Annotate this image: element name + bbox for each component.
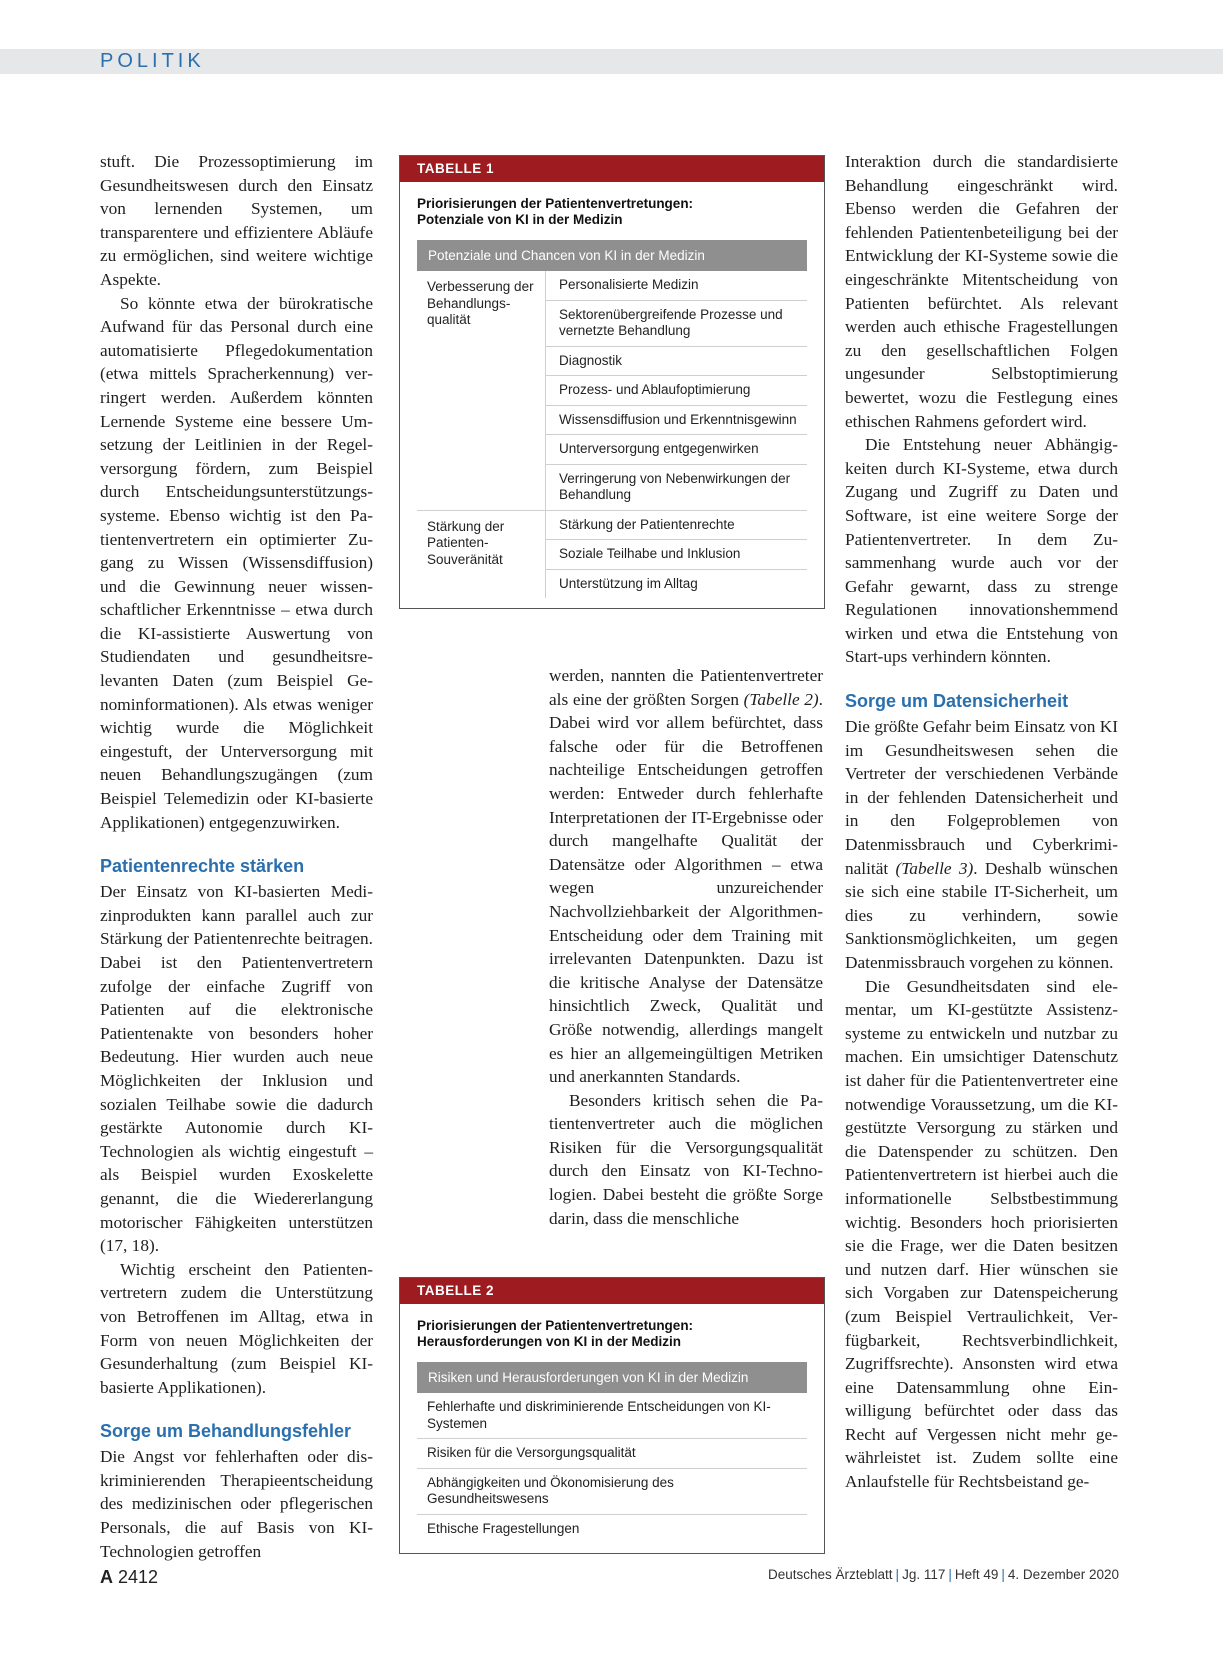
page-number-value: 2412 xyxy=(118,1567,159,1587)
table-row: Risiken für die Versorgungsqualität xyxy=(417,1439,807,1469)
table-cell: Stärkung der Patientenrechte xyxy=(546,511,807,541)
paragraph: Die Angst vor fehlerhaften oder diskriminierenden Therapieentscheidung des medizinischen oder pflegerischen Personals, die auf Basis von KI-Technologien getroffen xyxy=(100,1447,373,1561)
page-prefix: A xyxy=(100,1567,113,1587)
table-title-line: Priorisierungen der Patientenvertretungen: xyxy=(417,196,694,211)
text-run: . Deshalb wünschen sie sich eine stabile IT-Sicherheit, um dies zu verhindern, sowie Sanktionsmöglichkeiten, um gegen Datenmissbrauch vorgehen zu können. xyxy=(845,858,1118,972)
paragraph: Interaktion durch die standardisierte Behandlung eingeschränkt wird. Ebenso werden die Gefahren der fehlenden Patientenbeteiligung bei der Entwicklung der KI-Systeme sowie die eingeschränkte Mitentscheidung von Patienten befürchtet. Als relevant werden auch ethische Fragestellungen zu den gesellschaftlichen Folgen ungesunder Selbstoptimierung bewertet, wozu die Festlegung eines ethischen Rahmens gefordert wird. xyxy=(845,152,1118,431)
table-group xyxy=(417,271,807,511)
subheading-patientenrechte: Patientenrechte stärken xyxy=(100,856,305,877)
table-body xyxy=(417,271,807,598)
separator: | xyxy=(1001,1567,1005,1582)
table-cell: Wissensdiffusion und Erkenntnisgewinn xyxy=(546,406,807,436)
subheading-behandlungsfehler: Sorge um Behandlungsfehler xyxy=(100,1421,352,1442)
journal-volume: Jg. 117 xyxy=(902,1567,946,1582)
table-cell: Unterstützung im Alltag xyxy=(559,575,698,591)
section-label: POLITIK xyxy=(100,50,205,72)
page-number xyxy=(100,1567,158,1588)
journal-date: 4. Dezember 2020 xyxy=(1007,1567,1119,1582)
paragraph xyxy=(549,664,823,1089)
table-2 xyxy=(399,1277,825,1554)
column-left xyxy=(100,150,373,1563)
table-row: Ethische Fragestellungen xyxy=(427,1520,580,1536)
table-cell: Diagnostik xyxy=(546,347,807,377)
subheading-datensicherheit: Sorge um Datensicherheit xyxy=(845,691,1069,712)
table-label: TABELLE 2 xyxy=(400,1278,824,1304)
table-title xyxy=(400,182,824,240)
paragraph: Der Einsatz von KI-basierten Medizinprodukten kann parallel auch zur Stärkung der Patientenrechte beitragen. Dabei ist den Patientenvertretern zufolge der einfache Zugriff von Patienten auf die elektronische Patientenakte von besonders hoher Bedeutung. Hier wurden auch neue Möglichkeiten der Inklusion und sozialen Teilhabe sowie die dadurch gestärkte Autonomie durch KI-Technologien als wichtig eingestuft – als Beispiel wurden Exoskelette genannt, die die Wiedererlangung motorischer Fähigkeiten unterstützen (17, 18). xyxy=(100,882,373,1256)
table-cell: Unterversorgung entgegenwirken xyxy=(546,435,807,465)
table-header: Risiken und Herausforderungen von KI in der Medizin xyxy=(417,1362,807,1393)
group-items xyxy=(546,271,807,510)
table-title xyxy=(400,1304,824,1362)
column-middle xyxy=(549,664,823,1230)
table-row: Abhängigkeiten und Ökonomisierung des Gesundheitswesens xyxy=(417,1469,807,1515)
table-reference: (Tabelle 3) xyxy=(895,858,974,878)
journal-issue: Heft 49 xyxy=(954,1567,999,1582)
column-right xyxy=(845,150,1118,1494)
journal-info xyxy=(768,1567,1119,1582)
group-label: Verbesserung der Behandlungsqualität xyxy=(417,271,546,510)
table-1 xyxy=(399,155,825,609)
paragraph: Besonders kritisch sehen die Patientenvertreter auch die möglichen Risiken für die Versorgungsqualität durch den Einsatz von KI-Technologien. Dabei besteht die größte Sorge darin, dass die menschliche xyxy=(549,1090,823,1228)
paragraph: Die Entstehung neuer Abhängigkeiten durch KI-Systeme, etwa durch Zugang und Zugriff zu Daten und Software, ist eine weitere Sorge der Patientenvertreter. In dem Zusammenhang wurde auch vor der Gefahr gewarnt, dass zu strenge Regulationen innovationshemmend wirken und etwa die Entstehung von Start-ups verhindern könnten. xyxy=(845,435,1118,667)
group-label: Stärkung der Patienten-Souveränität xyxy=(417,511,546,599)
table-body xyxy=(417,1393,807,1543)
text-run: . Dabei wird vor allem befürchtet, dass falsche oder für die Betroffenen nachteilige Entscheidungen getroffen werden: Entweder durch fehlerhafte Interpretationen der IT-Ergebnisse oder durch mangelhafte Qualität der Datensätze oder Algorithmen – etwa wegen unzureichender Nachvollziehbarkeit der Algorithmen-Entscheidung oder dem Training mit irrelevanten Datenpunkten. Dazu ist die kritische Analyse der Datensätze hinsichtlich Zweck, Qualität und Größe notwendig, allerdings mangelt es hier an allgemeingültigen Metriken und anerkannten Standards. xyxy=(549,689,823,1087)
table-cell: Personalisierte Medizin xyxy=(546,271,807,301)
paragraph: So könnte etwa der bürokratische Aufwand für das Personal durch eine automatisierte Pflegedokumentation (etwa mittels Spracherkennung) verringert werden. Außerdem könnten Lernende Systeme eine bessere Umsetzung der Leitlinien in der Regelversorgung fördern, zum Beispiel durch Entscheidungsunterstützungssysteme. Ebenso wichtig ist den Patientenvertretern ein optimierter Zugang zu Wissen (Wissensdiffusion) und die Gewinnung neuer wissenschaftlicher Erkenntnisse – etwa durch die KI-assistierte Auswertung von Studiendaten und gesundheitsrelevanten Daten (zum Beispiel Genominformationen). Als etwas weniger wichtig wurde die Möglichkeit eingestuft, der Unterversorgung mit neuen Behandlungszugängen (zum Beispiel Telemedizin oder KI-basierte Applikationen) entgegenzuwirken. xyxy=(100,293,373,832)
table-title-line: Priorisierungen der Patientenvertretungen: xyxy=(417,1318,694,1333)
table-cell: Soziale Teilhabe und Inklusion xyxy=(546,540,807,570)
paragraph: stuft. Die Prozessoptimierung im Gesundheitswesen durch den Einsatz von lernenden Systemen, um transparentere und effizientere Abläufe zu ermöglichen, sind weitere wichtige Aspekte. xyxy=(100,152,373,289)
table-cell: Sektorenübergreifende Prozesse und vernetzte Behandlung xyxy=(546,301,807,347)
separator: | xyxy=(948,1567,952,1582)
paragraph: Wichtig erscheint den Patientenvertretern zudem die Unterstützung von Betroffenen im Alltag, etwa in Form von neuen Möglichkeiten der Gesunderhaltung (zum Beispiel KI-basierte Applikationen). xyxy=(100,1259,373,1397)
table-group xyxy=(417,511,807,599)
table-title-line: Potenziale von KI in der Medizin xyxy=(417,212,623,227)
table-header: Potenziale und Chancen von KI in der Medizin xyxy=(417,240,807,271)
table-label: TABELLE 1 xyxy=(400,156,824,182)
group-items xyxy=(546,511,807,599)
text-run: werden, nannten die Patientenvertreter als eine der größten Sorgen xyxy=(549,666,823,709)
table-row: Fehlerhafte und diskriminierende Entscheidungen von KI-Systemen xyxy=(417,1393,807,1439)
separator: | xyxy=(895,1567,900,1582)
table-cell: Prozess- und Ablaufoptimierung xyxy=(546,376,807,406)
table-cell: Verringerung von Nebenwirkungen der Behandlung xyxy=(559,470,791,502)
journal-name: Deutsches Ärzteblatt xyxy=(767,1567,893,1582)
paragraph: Die Gesundheitsdaten sind elementar, um KI-gestützte Assistenzsysteme zu entwickeln und nutzbar zu machen. Ein umsichtiger Datenschutz ist daher für die Patientenvertreter eine notwendige Voraussetzung, um die KI-gestützte Versorgung zu stärken und die Datenspender zu schützen. Den Patientenvertretern ist hierbei auch die informationelle Selbstbestimmung wichtig. Besonders hoch priorisierten sie die Frage, wer die Daten besitzen und nutzen darf. Hier wünschen sie sich Vorgaben zur Datenspeicherung (zum Beispiel Vertraulichkeit, Verfügbarkeit, Rechtsverbindlichkeit, Zugriffsrechte). Ansonsten wird etwa eine Datensammlung ohne Einwilligung befürchtet oder dass das Recht auf Vergessen nicht mehr gewährleistet ist. Zudem sollte eine Anlaufstelle für Rechtsbeistand ge- xyxy=(845,976,1118,1492)
text-run: Die größte Gefahr beim Einsatz von KI im Gesundheitswesen sehen die Vertreter der verschiedenen Verbände in der fehlenden Datensicherheit und in den Folgeproblemen von Datenmissbrauch und Cyberkriminalität xyxy=(845,717,1118,878)
table-title-line: Herausforderungen von KI in der Medizin xyxy=(417,1334,682,1349)
paragraph xyxy=(845,715,1118,975)
table-reference: (Tabelle 2) xyxy=(743,689,819,709)
